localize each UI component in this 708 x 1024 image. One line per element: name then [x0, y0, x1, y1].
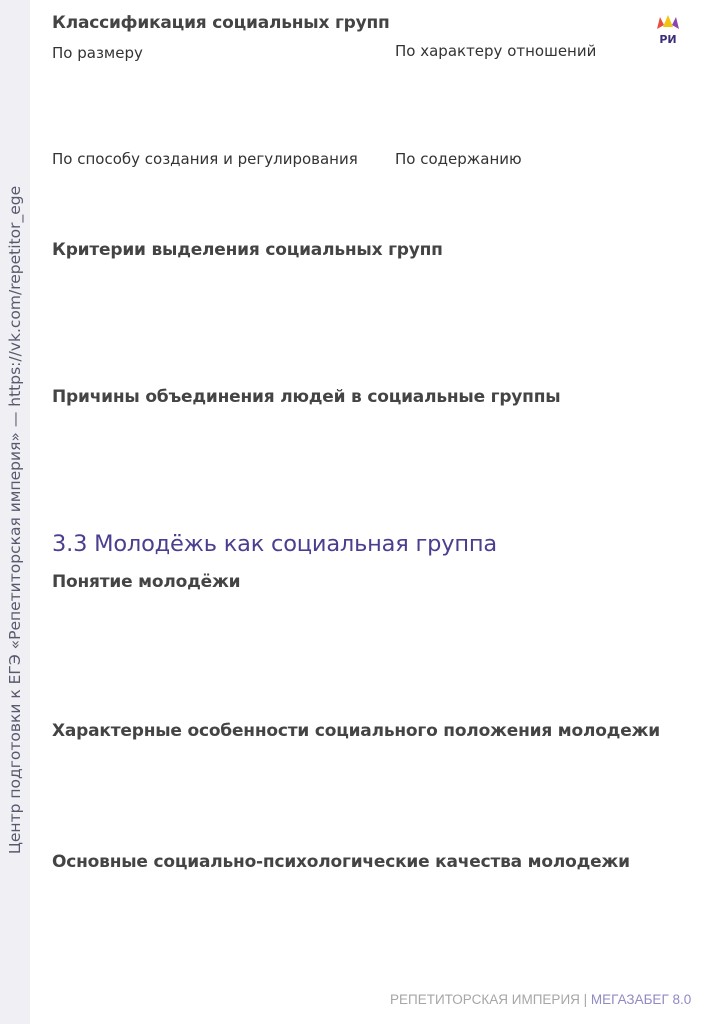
- heading-youth-qualities: Основные социально-психологические качества молодежи: [52, 852, 630, 872]
- logo-text: РИ: [659, 33, 677, 46]
- heading-youth-features: Характерные особенности социального положения молодежи: [52, 721, 660, 741]
- heading-reasons: Причины объединения людей в социальные группы: [52, 387, 561, 407]
- label-by-relations: По характеру отношений: [395, 42, 597, 60]
- label-by-creation: По способу создания и регулирования: [52, 150, 358, 168]
- logo: [651, 13, 685, 47]
- heading-criteria: Критерии выделения социальных групп: [52, 240, 443, 260]
- heading-youth-concept: Понятие молодёжи: [52, 572, 241, 592]
- chapter-title: 3.3 Молодёжь как социальная группа: [52, 531, 497, 557]
- sidebar: [0, 0, 30, 1024]
- sidebar-vertical-text: Центр подготовки к ЕГЭ «Репетиторская империя» — https://vk.com/repetitor_ege: [6, 185, 24, 855]
- footer: [390, 992, 691, 1007]
- footer-brand: РЕПЕТИТОРСКАЯ ИМПЕРИЯ: [390, 992, 580, 1007]
- heading-classification: Классификация социальных групп: [52, 13, 390, 33]
- label-by-content: По содержанию: [395, 150, 522, 168]
- crown-logo-icon: [651, 13, 685, 47]
- label-by-size: По размеру: [52, 44, 143, 62]
- footer-edition: МЕГАЗАБЕГ 8.0: [590, 992, 692, 1007]
- footer-separator: |: [579, 992, 591, 1007]
